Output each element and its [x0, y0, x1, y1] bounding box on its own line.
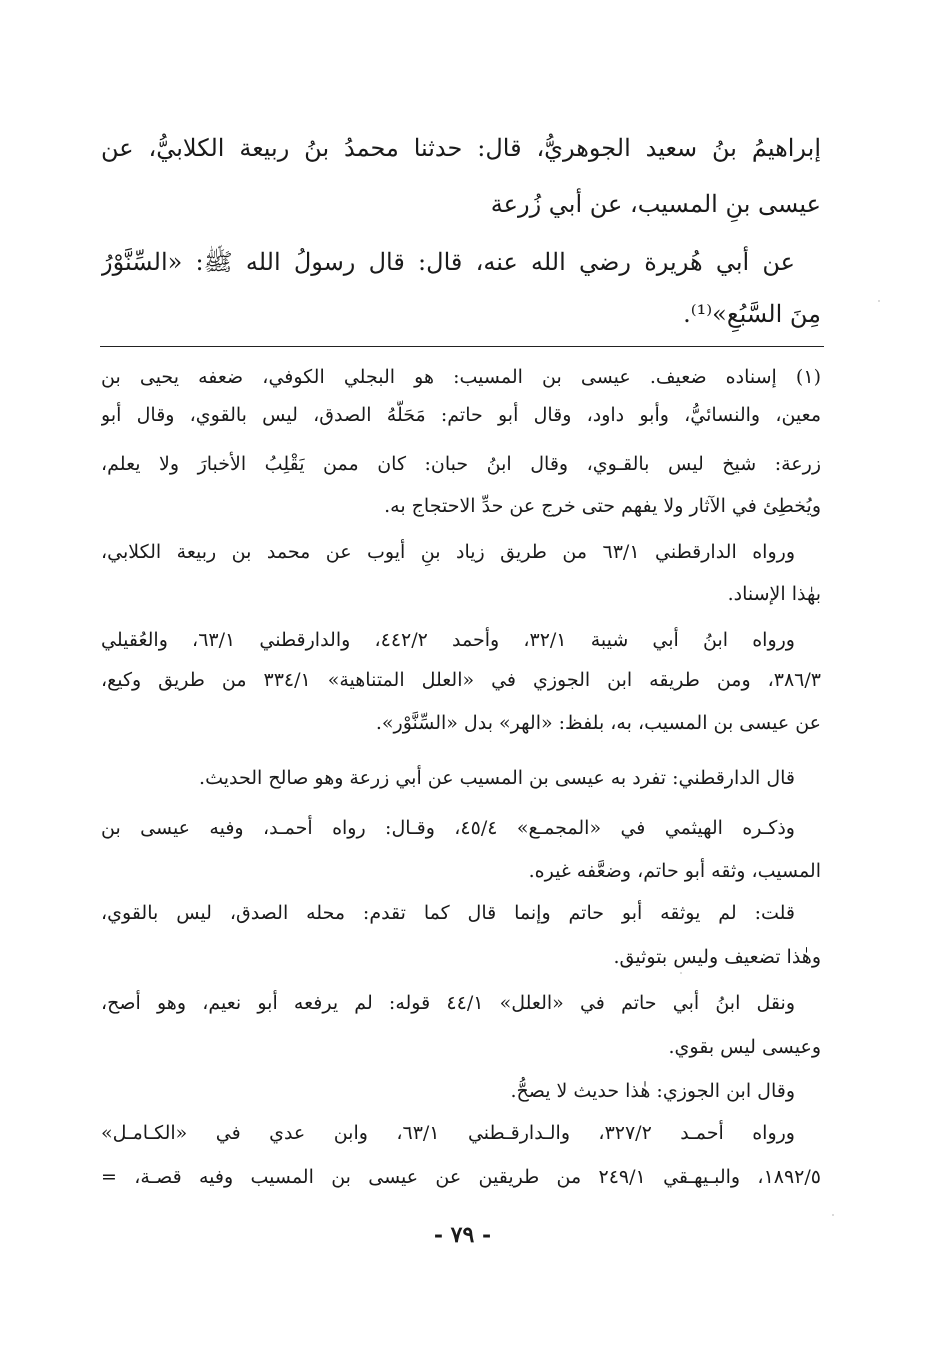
main-text-line-3: عن أبي هُريرة رضي الله عنه، قال: قال رسولُ الله ﷺ: «السِّنَّوْرُ — [101, 248, 795, 276]
footnote-line-8: ٣٨٦/٣، ومن طريقه ابن الجوزي في «العلل المتناهية» ٣٣٤/١ من طريق وكيع، — [101, 669, 821, 691]
footnote-line-10: قال الدارقطني: تفرد به عيسى بن المسيب عن أبي زرعة وهو صالح الحديث. — [199, 767, 795, 789]
footnote-line-7: ورواه ابنُ أبي شيبة ٣٢/١، وأحمد ٤٤٢/٢، والدارقطني ٦٣/١، والعُقيلي — [101, 629, 795, 651]
footnote-line-4: ويُخطِئ في الآثار ولا يفهم حتى خرج عن حدِّ الاحتجاج به. — [384, 495, 821, 517]
footnote-line-17: وقال ابن الجوزي: هٰذا حديث لا يصحُّ. — [510, 1080, 795, 1102]
footnote-line-3: زرعة: شيخ ليس بالقـوي، وقال ابنُ حبان: كان ممن يَقْلِبُ الأخبارَ ولا يعلم، — [101, 453, 821, 475]
footnote-line-2: معين، والنسائيُّ، وأبو داود، وقال أبو حاتم: مَحَلُّهُ الصدق، ليس بالقوي، وقال أبو — [101, 404, 821, 426]
main-text-line-4: مِنَ السَّبُعِ»⁽¹⁾. — [683, 300, 821, 328]
scan-speck — [832, 1214, 834, 1216]
footnote-line-13: قلت: لم يوثقه أبو حاتم وإنما قال كما تقدم: محله الصدق، ليس بالقوي، — [101, 902, 795, 924]
footnote-line-12: المسيب، وثقه أبو حاتم، وضعَّفه غيره. — [528, 860, 821, 882]
main-text-line-1: إبراهيمُ بنُ سعيد الجوهريُّ، قال: حدثنا محمدُ بنُ ربيعة الكلابيُّ، عن — [101, 134, 821, 162]
scan-speck — [878, 300, 880, 302]
scan-speck — [680, 972, 682, 974]
footnote-line-18: ورواه أحمـد ٣٢٧/٢، والـدارقـطني ٦٣/١، وابن عدي في «الكـامـل» — [101, 1122, 795, 1144]
footnote-line-16: وعيسى ليس بقوي. — [668, 1036, 821, 1058]
page-number: - ٧٩ - — [433, 1222, 492, 1248]
footnote-line-11: وذكـره الهيثمي في «المجمـع» ٤٥/٤، وقـال: رواه أحمـد، وفيه عيسى بن — [101, 817, 795, 839]
footnote-line-15: ونقل ابنُ أبي حاتم في «العلل» ٤٤/١ قوله: لم يرفعه أبو نعيم، وهو أصح، — [101, 992, 795, 1014]
footnote-line-14: وهٰذا تضعيف وليس بتوثيق. — [613, 946, 821, 968]
main-text-line-2: عيسى بنِ المسيب، عن أبي زُرعة — [490, 190, 821, 218]
footnote-line-9: عن عيسى بن المسيب، به، بلفظ: «الهر» بدل «السِّنَّوْر». — [375, 712, 821, 734]
footnote-line-1: (١) إسناده ضعيف. عيسى بن المسيب: هو البجلي الكوفي، ضعفه يحيى بن — [101, 366, 821, 388]
footnote-line-19: ١٨٩٢/٥، والبـيهـقي ٢٤٩/١ من طريقين عن عيسى بن المسيب وفيه قصـة، = — [101, 1166, 821, 1188]
footnote-line-5: ورواه الدارقطني ٦٣/١ من طريق زياد بنِ أيوب عن محمد بن ربيعة الكلابي، — [101, 541, 795, 563]
footnote-divider — [100, 346, 824, 347]
footnote-line-6: بهٰذا الإسناد. — [727, 583, 821, 605]
